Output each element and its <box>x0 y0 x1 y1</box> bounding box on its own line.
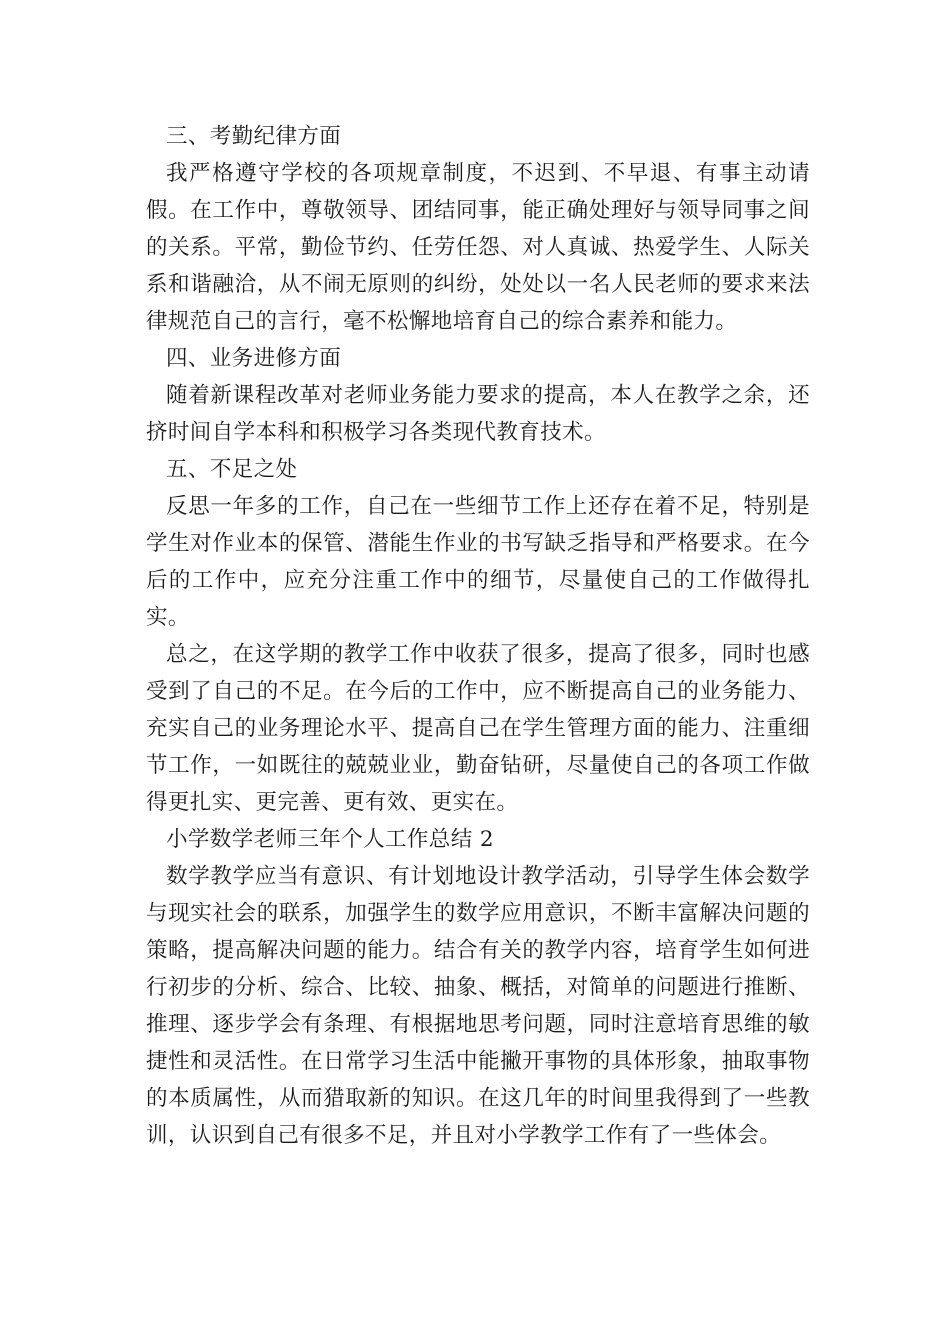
article-paragraph: 数学教学应当有意识、有计划地设计教学活动，引导学生体会数学与现实社会的联系，加强学生的数学应用意识，不断丰富解决问题的策略，提高解决问题的能力。结合有关的教学内容，培育学生如何进行初步的分析、综合、比较、抽象、概括，对简单的问题进行推断、推理、逐步学会有条理、有根据地思考问题，同时注意培育思维的敏捷性和灵活性。在日常学习生活中能撇开事物的具体形象，抽取事物的本质属性，从而猎取新的知识。在这几年的时间里我得到了一些教训，认识到自己有很多不足，并且对小学教学工作有了一些体会。 <box>146 864 810 1148</box>
section-heading-shortcomings: 五、不足之处 <box>166 457 298 482</box>
article-title: 小学数学老师三年个人工作总结 2 <box>166 827 494 852</box>
section-heading-attendance: 三、考勤纪律方面 <box>166 124 342 149</box>
conclusion-paragraph: 总之，在这学期的教学工作中收获了很多，提高了很多，同时也感受到了自己的不足。在今后的工作中，应不断提高自己的业务能力、充实自己的业务理论水平、提高自己在学生管理方面的能力、注重细节工作，一如既往的兢兢业业，勤奋钻研，尽量使自己的各项工作做得更扎实、更完善、更有效、更实在。 <box>146 642 810 815</box>
section-paragraph-shortcomings: 反思一年多的工作，自己在一些细节工作上还存在着不足，特别是学生对作业本的保管、潜能生作业的书写缺乏指导和严格要求。在今后的工作中，应充分注重工作中的细节，尽量使自己的工作做得扎实。 <box>146 494 810 630</box>
section-heading-professional-development: 四、业务进修方面 <box>166 346 342 371</box>
section-paragraph-attendance: 我严格遵守学校的各项规章制度，不迟到、不早退、有事主动请假。在工作中，尊敬领导、团结同事，能正确处理好与领导同事之间的关系。平常，勤俭节约、任劳任怨、对人真诚、热爱学生、人际关系和谐融洽，从不闹无原则的纠纷，处处以一名人民老师的要求来法律规范自己的言行，毫不松懈地培育自己的综合素养和能力。 <box>146 161 810 334</box>
document-page <box>146 118 810 1154</box>
section-paragraph-professional-development: 随着新课程改革对老师业务能力要求的提高，本人在教学之余，还挤时间自学本科和积极学习各类现代教育技术。 <box>146 383 810 445</box>
